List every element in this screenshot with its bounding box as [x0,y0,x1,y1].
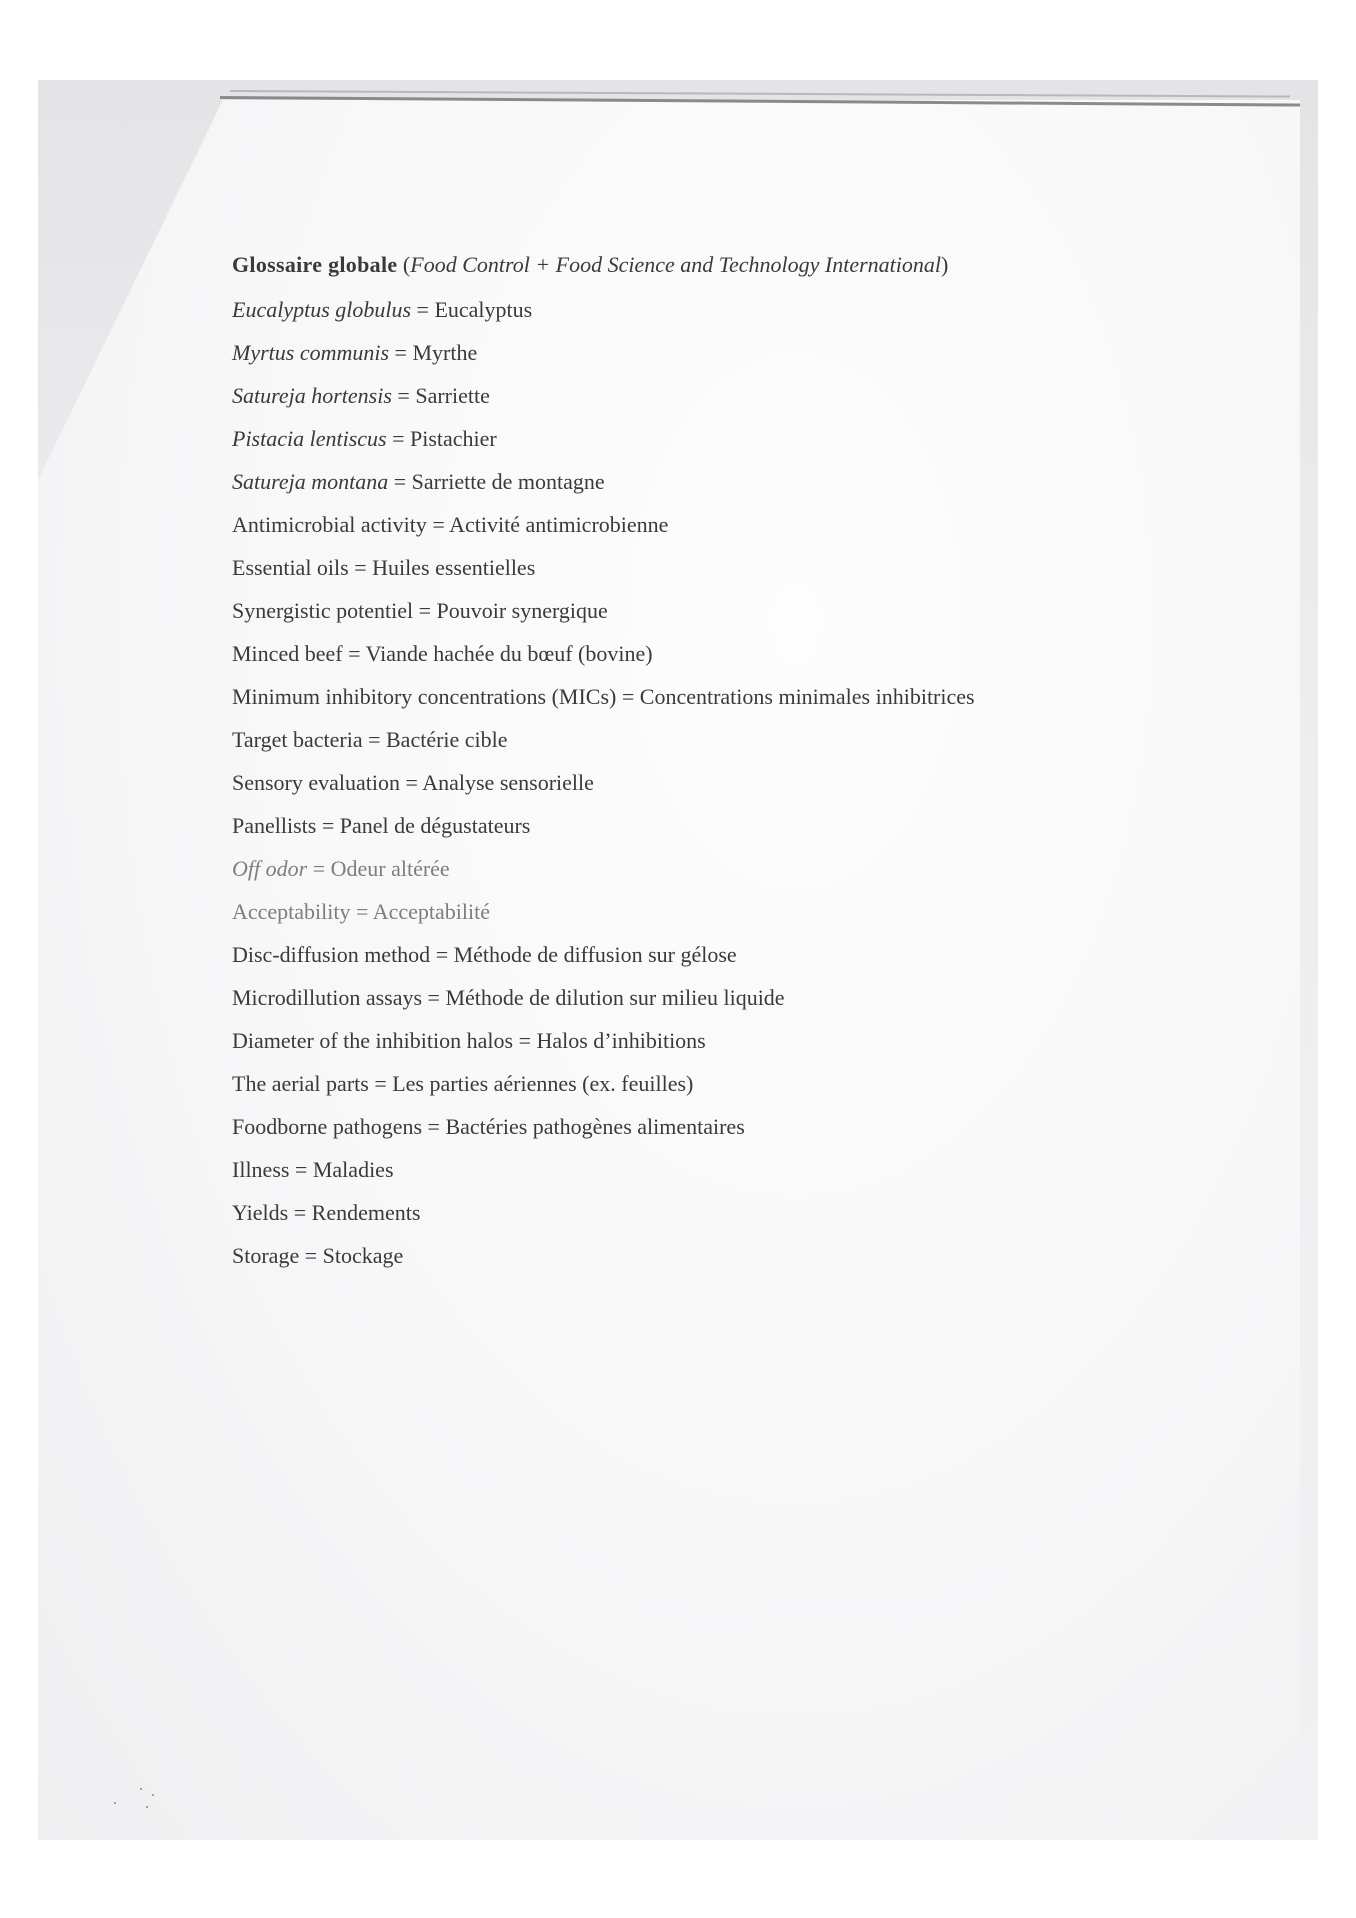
glossary-entry [232,769,1252,812]
glossary-term: Storage [232,1243,300,1268]
glossary-term: Pistacia lentiscus [232,426,387,451]
title-main: Glossaire globale [232,252,398,277]
glossary-term: Satureja montana [232,469,389,494]
glossary-translation: = Bactérie cible [362,727,508,752]
glossary-translation: = Analyse sensorielle [400,770,594,795]
glossary-term: Synergistic potentiel [232,598,414,623]
glossary-term: Minimum inhibitory concentrations (MICs) [232,684,617,709]
glossary-term: Diameter of the inhibition halos [232,1028,514,1053]
glossary-translation: = Concentrations minimales inhibitrices [616,684,975,709]
glossary-term: Myrtus communis [232,340,390,365]
scan-specks [100,1780,180,1810]
glossary-translation: = Halos d’inhibitions [513,1028,706,1053]
glossary-entry [232,382,1252,425]
glossary-entry [232,984,1252,1027]
glossary-list [232,296,1252,1285]
glossary-translation: = Les parties aériennes (ex. feuilles) [368,1071,694,1096]
glossary-term: Minced beef [232,641,343,666]
glossary-entry [232,339,1252,382]
glossary-term: Illness [232,1157,290,1182]
glossary-entry [232,554,1252,597]
glossary-entry [232,1070,1252,1113]
glossary-term: Panellists [232,813,317,838]
glossary-entry [232,1113,1252,1156]
glossary-term: Disc-diffusion method [232,942,431,967]
glossary-translation: = Pistachier [386,426,497,451]
glossary-translation: = Activité antimicrobienne [426,512,669,537]
glossary-entry [232,812,1252,855]
glossary-translation: = Sarriette de montagne [388,469,605,494]
glossary-entry [232,1027,1252,1070]
glossary-term: Yields [232,1200,289,1225]
glossary-translation: = Myrthe [389,340,478,365]
glossary-term: Off odor [232,856,308,881]
glossary-entry [232,296,1252,339]
glossary-translation: = Sarriette [391,383,490,408]
glossary-term: Microdillution assays [232,985,423,1010]
glossary-entry [232,1199,1252,1242]
glossary-entry [232,468,1252,511]
glossary-translation: = Viande hachée du bœuf (bovine) [342,641,653,666]
glossary-term: Satureja hortensis [232,383,392,408]
glossary-translation: = Rendements [288,1200,421,1225]
glossary-title [232,250,1252,280]
glossary-entry [232,425,1252,468]
glossary-term: Foodborne pathogens [232,1114,423,1139]
glossary-translation: = Eucalyptus [411,297,533,322]
glossary-entry [232,898,1252,941]
glossary-entry [232,683,1252,726]
glossary-translation: = Acceptabilité [350,899,490,924]
title-paren-open: ( [397,252,411,277]
glossary-entry [232,597,1252,640]
glossary-entry [232,941,1252,984]
glossary-term: Acceptability [232,899,351,924]
glossary-translation: = Pouvoir synergique [413,598,608,623]
glossary-term: Eucalyptus globulus [232,297,412,322]
glossary-entry [232,855,1252,898]
glossary-entry [232,1156,1252,1199]
glossary-translation: = Bactéries pathogènes alimentaires [422,1114,745,1139]
glossary-term: Essential oils [232,555,349,580]
glossary-entry [232,1242,1252,1285]
glossary-entry [232,511,1252,554]
title-paren-close: ) [941,252,949,277]
glossary-translation: = Odeur altérée [307,856,450,881]
glossary-translation: = Huiles essentielles [348,555,536,580]
glossary-translation: = Méthode de dilution sur milieu liquide [422,985,785,1010]
glossary-translation: = Stockage [299,1243,404,1268]
glossary-translation: = Panel de dégustateurs [316,813,531,838]
glossary-term: The aerial parts [232,1071,369,1096]
glossary-entry [232,640,1252,683]
glossary-term: Antimicrobial activity [232,512,427,537]
glossary-content [232,250,1252,1285]
glossary-term: Target bacteria [232,727,363,752]
title-sources: Food Control + Food Science and Technology International [410,252,942,277]
glossary-term: Sensory evaluation [232,770,401,795]
glossary-translation: = Maladies [289,1157,394,1182]
glossary-entry [232,726,1252,769]
glossary-translation: = Méthode de diffusion sur gélose [430,942,737,967]
